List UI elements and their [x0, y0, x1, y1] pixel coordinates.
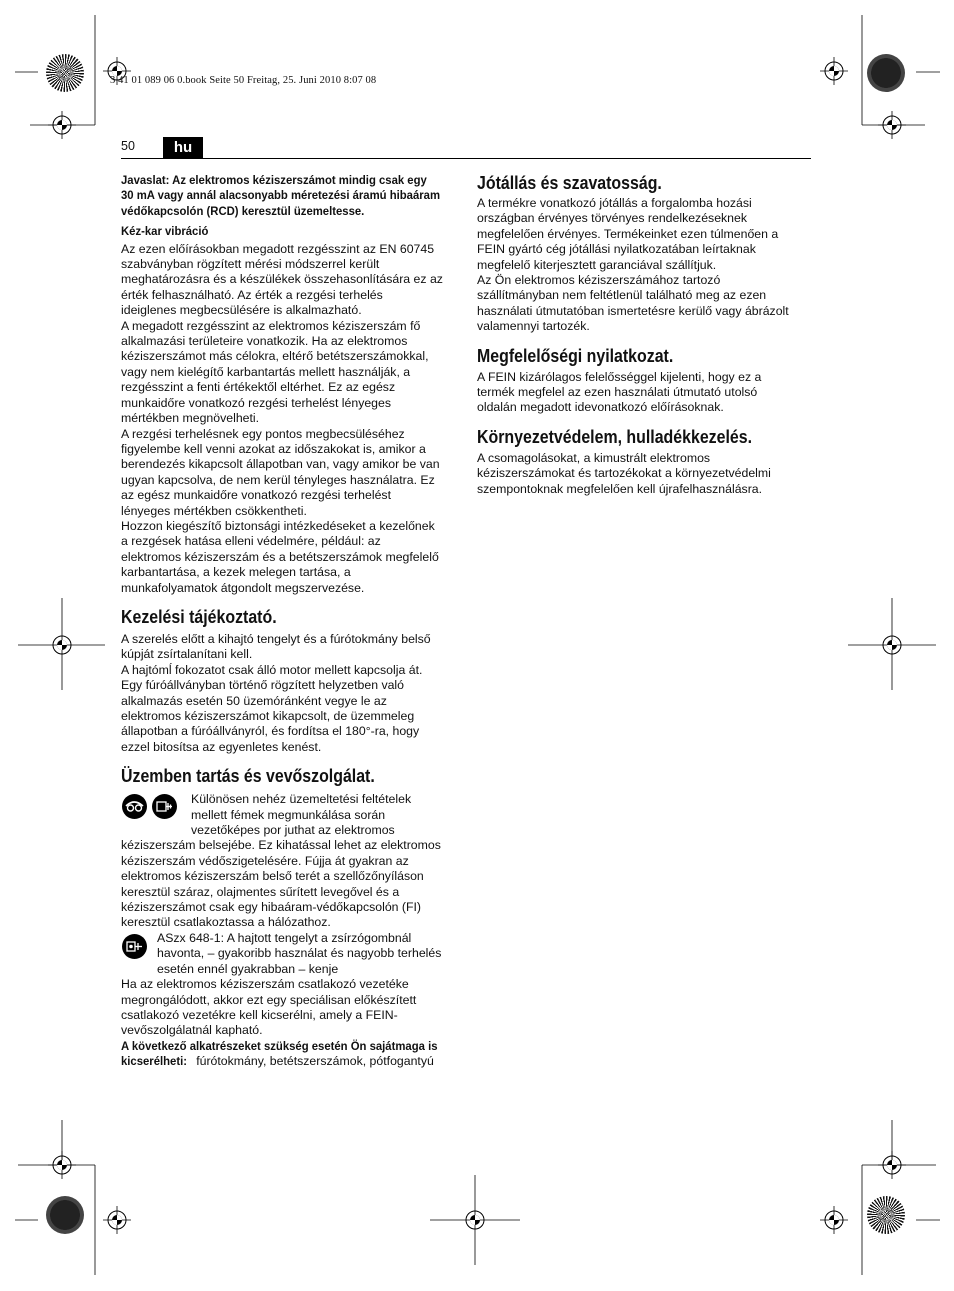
text-line: ideiglenes megbecsülésére is alkalmazható. [121, 303, 362, 318]
text-line: havonta, – gyakoribb használat és nagyobb terhelés [157, 946, 442, 961]
text-line: Ha az elektromos kéziszerszám csatlakozó vezetéke [121, 977, 409, 992]
text-line: rezgésszint a fenti értékektől eltérhet. Ez az egész [121, 380, 396, 395]
text-line: termék megfelel az ezen használati útmutató utolsó [477, 385, 758, 400]
text-line: vevőszolgálatnál kapható. [121, 1023, 263, 1038]
text-line: figyelembe kell venni azokat az időszakokat is, amikor a [121, 441, 426, 456]
text-line: ASzx 648-1: A hajtott tengelyt a zsírzógombnál [157, 930, 412, 945]
text-line: csatlakozó vezetékre kell kicserélni, amely a FEIN- [121, 1007, 398, 1022]
text-line: a rezgések hatása elleni védelmére, például: az [121, 534, 381, 549]
color-rosette-icon [867, 1196, 905, 1234]
text-line: állapotban a fúróállványról, és fordítsa el 180°-ra, hogy [121, 724, 420, 739]
right-column [477, 172, 817, 497]
maintenance-intro [121, 792, 461, 838]
lubrication-icon [122, 934, 147, 959]
text-line: Egy fúróállványban történő rögzített helyzetben való [121, 678, 405, 693]
text-line: szabványban rögzített mérési módszerrel került [121, 257, 380, 272]
text-line: A szerelés előtt a kihajtó tengelyt és a fúrótokmány belső [121, 631, 431, 646]
language-tab: hu [163, 137, 203, 158]
registration-mark-icon [48, 1151, 76, 1179]
text-line: elektromos kéziszerszám belső terét a szellőzőnyíláson [121, 869, 424, 884]
text-line: mellett fémek megmunkálása során [191, 807, 386, 822]
text-line: alkalmazási területeire vonatkozik. Ha az elektromos [121, 334, 408, 349]
text-line: kéziszerszám belsejébe. Ez kihatással lehet az elektromos [121, 838, 441, 853]
text-line: alkalmazás esetén 50 üzemóránként vegye le az [121, 693, 387, 708]
recommendation-line: 30 mA vagy annál alacsonyabb méretezési áramú hibaáram [121, 188, 441, 203]
text-line: szempontoknak megfelelően kell újrafelhasználásra. [477, 481, 763, 496]
text-line: keresztül száraz, olajmentes sűrített levegővel és a [121, 884, 400, 899]
registration-mark-icon [103, 1206, 131, 1234]
registration-mark-icon [878, 631, 906, 659]
section-subtitle: Kéz-kar vibráció [121, 224, 209, 239]
text-line: kéziszerszám védőszigetelésére. Fújja át gyakran az [121, 853, 409, 868]
registration-mark-icon [878, 1151, 906, 1179]
environment-text [477, 451, 817, 497]
header-rule [121, 158, 811, 159]
text-line: elektromos kéziszerszám és a betétszerszámok megfelelő [121, 549, 439, 564]
maintenance-text [121, 838, 461, 930]
grease-block [121, 931, 461, 977]
registration-mark-icon [878, 111, 906, 139]
text-line: Az Ön elektromos kéziszerszámához tartozó [477, 273, 721, 288]
text-line: karbantartása, a kezek melegen tartása, a [121, 565, 351, 580]
text-line: Különösen nehéz üzemeltetési feltételek [191, 792, 412, 807]
conformity-text [477, 370, 817, 416]
color-rosette-icon [46, 1196, 84, 1234]
text-line: megrongálódott, akkor ezt egy speciálisan előkészített [121, 992, 417, 1007]
replace-rest: fúrótokmány, betétszerszámok, pótfogantyú [192, 1054, 434, 1069]
warranty-text [477, 196, 817, 335]
text-line: kéziszerszámot csak egy hibaáram-védőkapcsolón (FI) [121, 900, 422, 915]
text-line: az egész munkaidőre vonatkozó rezgési terhelést [121, 488, 391, 503]
text-line: elektromos kéziszerszámot kikapcsolt, de üzemmeleg [121, 709, 415, 723]
text-line: kéziszerszámokat és tartozékokat a környezetvédelmi [477, 466, 771, 481]
text-line: esetén ennél gyakrabban – kenje [157, 961, 339, 976]
recommendation [121, 173, 461, 219]
text-line: vezetőképes por juthat az elektromos [191, 823, 395, 838]
text-line: valamennyi tartozék. [477, 319, 590, 334]
text-line: érték felhasználható. Az érték a rezgési terhelés [121, 287, 383, 302]
text-line: A megadott rezgésszint az elektromos kéziszerszám fő [121, 318, 421, 333]
text-line: kéziszerszámot más célokra, eltérő betétszerszámokkal, [121, 349, 429, 364]
text-line: vagy nem kielégítő karbantartás mellett használják, a [121, 364, 411, 379]
text-line: berendezés kikapcsolt állapotban van, vagy amikor be van [121, 457, 440, 472]
text-line: meghatározásra és a készülékek összehasonlítására ez az [121, 272, 443, 287]
text-line: Hozzon kiegészítő biztonsági intézkedéseket a kezelőnek [121, 518, 435, 533]
text-line: ugyan kapcsolva, de nem kerül tényleges használatra. Ez [121, 472, 435, 487]
cable-text [121, 977, 461, 1039]
section-heading: Jótállás és szavatosság. [477, 172, 662, 193]
text-line: munkafolyamatok átgondolt megszervezése. [121, 580, 365, 595]
left-column [121, 173, 461, 1070]
text-line: megfelelően érvényes. Termékeinket ezen túlmenően a [477, 226, 779, 241]
registration-mark-icon [48, 111, 76, 139]
text-line: kúpját zsírtalanítani kell. [121, 647, 253, 662]
registration-mark-icon [461, 1206, 489, 1234]
replaceable-parts [121, 1039, 461, 1070]
text-line: A termékre vonatkozó jótállás a forgalomba hozási [477, 196, 752, 210]
text-line: A csomagolásokat, a kimustrált elektromos [477, 450, 711, 465]
registration-mark-icon [820, 1206, 848, 1234]
text-line: keresztül csatlakoztassa a hálózathoz. [121, 915, 331, 930]
section-heading: Üzemben tartás és vevőszolgálat. [121, 765, 375, 787]
color-rosette-icon [46, 54, 84, 92]
section-heading: Megfelelőségi nyilatkozat. [477, 344, 674, 366]
text-line: A hajtómĺ fokozatot csak álló motor mellett kapcsolja át. [121, 662, 423, 677]
page-number: 50 [121, 139, 135, 153]
text-line: Az ezen előírásokban megadott rezgésszint az EN 60745 [121, 241, 435, 256]
text-line: FEIN gyártó cég jótállási nyilatkozatában leírtaknak [477, 242, 756, 257]
vibration-text [121, 242, 461, 596]
section-heading: Környezetvédelem, hulladékkezelés. [477, 425, 753, 447]
text-line: megfelelő kiterjesztett garanciával szállítjuk. [477, 257, 717, 272]
text-line: mértékben megnövelheti. [121, 411, 260, 426]
replace-bold-line: A következő alkatrészeket szükség esetén Ön sajátmaga is [121, 1038, 438, 1053]
recommendation-line: védőkapcsolón (RCD) keresztül üzemeltesse. [121, 203, 365, 218]
text-line: A FEIN kizárólagos felelősséggel kijelenti, hogy ez a [477, 369, 762, 384]
registration-mark-icon [820, 57, 848, 85]
text-line: munkaidőre vonatkozó rezgési terhelést lényeges [121, 395, 392, 410]
text-line: lényeges mértékben csökkentheti. [121, 503, 307, 518]
text-line: használati útmutatóban ismertetésre kerülő vagy ábrázolt [477, 303, 789, 318]
text-line: szállítmányban nem feltétlenül található meg az ezen [477, 288, 767, 303]
color-rosette-icon [867, 54, 905, 92]
recommendation-line: Javaslat: Az elektromos kéziszerszámot mindig csak egy [121, 173, 427, 187]
text-line: A rezgési terhelésnek egy pontos megbecsüléséhez [121, 426, 405, 441]
operating-text [121, 632, 461, 755]
text-line: ezzel bitosítsa az egyenletes kenést. [121, 739, 322, 754]
file-info: 3 41 01 089 06 0.book Seite 50 Freitag, 25. Juni 2010 8:07 08 [110, 75, 377, 86]
text-line: országban érvényes törvényes rendelkezéseknek [477, 211, 748, 226]
registration-mark-icon [48, 631, 76, 659]
text-line: oldalán megadott idevonatkozó előírásoknak. [477, 400, 724, 415]
section-heading: Kezelési tájékoztató. [121, 605, 277, 627]
replace-bold-label: kicserélheti: [121, 1054, 188, 1069]
